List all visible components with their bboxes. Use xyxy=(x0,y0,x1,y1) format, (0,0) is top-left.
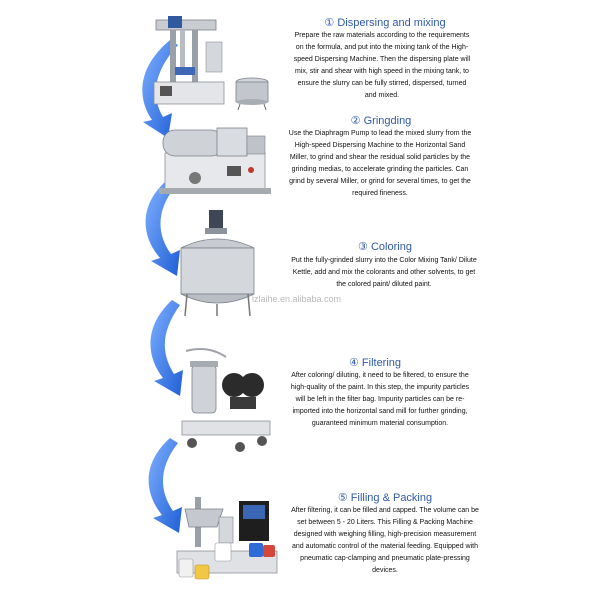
step-5-title xyxy=(290,491,480,504)
step-3-title-text: Coloring xyxy=(370,241,412,253)
step-2-title xyxy=(286,114,476,127)
step-4-title xyxy=(280,356,470,369)
step-4-title-text: Filtering xyxy=(361,357,402,369)
filling-packing-machine-image xyxy=(175,487,285,587)
step-3-title xyxy=(290,240,480,253)
step-3-description: Put the fully-grinded slurry into the Color Mixing Tank/ Dilute Kettle, add and mix the colorants and other solvents, to get the colored paint/ diluted paint. xyxy=(291,257,477,288)
step-3-number: ③ xyxy=(358,241,368,253)
step-1-title-text: Dispersing and mixing xyxy=(337,17,446,29)
step-2-number: ② xyxy=(350,115,361,127)
watermark: lzlaihe.en.alibaba.com xyxy=(252,294,342,304)
step-2-title-text: Gringding xyxy=(363,115,412,127)
step-4-description: After coloring/ diluting, it need to be filtered, to ensure the high-quality of the paint. In this step, the impurity particles will be left in the filter bag. Impurity particles can be re-imported into the horizontal sand mill for further grinding, guaranteed minimum material consumption. xyxy=(290,372,470,427)
step-1-title xyxy=(290,16,480,29)
step-1-number: ① xyxy=(324,17,335,29)
high-speed-dispersing-machine-image xyxy=(150,12,275,112)
horizontal-sand-mill-image xyxy=(155,118,275,198)
step-4-number: ④ xyxy=(348,357,359,369)
step-5-number: ⑤ xyxy=(337,492,348,504)
step-5-title-text: Filling & Packing xyxy=(350,492,433,504)
step-1-description: Prepare the raw materials according to the requirements on the formula, and put into the mixing tank of the High-speed Dispersing Machine. Then the dispersing plate will mix, stir and shear with high speed in the mixing tank, to ensure the slurry can be fully stirred, dispersed, turned and mixed. xyxy=(293,32,471,99)
step-2-description: Use the Diaphragm Pump to lead the mixed slurry from the High-speed Dispersing Machine to the Horizontal Sand Miller, to grind and shear the residual solid particles by the grinding medias, to accelerate grinding the particles. Can grind by several Miller, or grind for several times, to get the required fineness. xyxy=(288,130,472,197)
color-mixing-tank-image xyxy=(175,208,260,318)
filter-with-diaphragm-pump-image xyxy=(178,343,273,455)
step-5-description: After filtering, it can be filled and capped. The volume can be set between 5 - 20 Liters. This Filling & Packing Machine designed with weighing filling, high-precision measurement and automatic control of the material feeding. Equipped with pneumatic cap-clamping and pneumatic plate-pressing devices. xyxy=(291,507,479,574)
